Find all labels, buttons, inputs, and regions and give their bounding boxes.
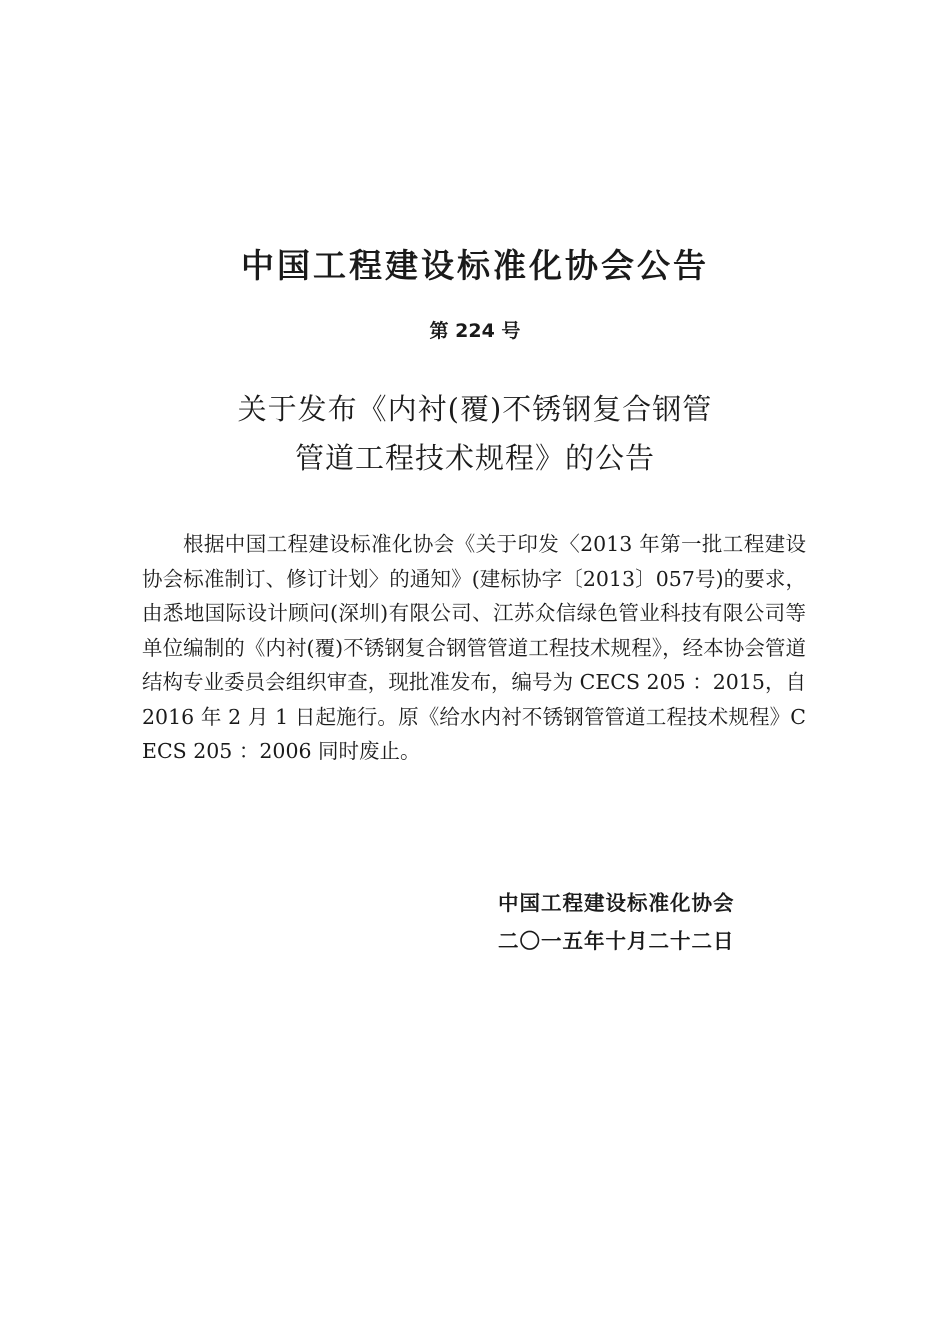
notice-body-paragraph: 根据中国工程建设标准化协会《关于印发〈2013 年第一批工程建设协会标准制订、修订计划〉的通知》(建标协字〔2013〕057号)的要求，由悉地国际设计顾问(深圳)有限公司、江苏众信绿色管业科技有限公司等单位编制的《内衬(覆)不锈钢复合钢管管道工程技术规程》，经本协会管道结构专业委员会组织审查，现批准发布，编号为 CECS 205 ：2015，自 2016 年 2 月 1 日起施行。原《给水内衬不锈钢管管道工程技术规程》CECS 205 ：2006 同时废止。 [142, 532, 806, 763]
signature-org: 中国工程建设标准化协会 [498, 891, 735, 915]
notice-title [0, 385, 950, 483]
document-number: 第 224 号 [429, 320, 521, 342]
page-title: 中国工程建设标准化协会公告 [241, 246, 709, 285]
signature-date: 二〇一五年十月二十二日 [498, 929, 735, 953]
notice-title-line-2: 管道工程技术规程》的公告 [294, 441, 655, 475]
notice-title-line-1: 关于发布《内衬(覆)不锈钢复合钢管 [237, 392, 713, 426]
signature-block [498, 884, 735, 960]
